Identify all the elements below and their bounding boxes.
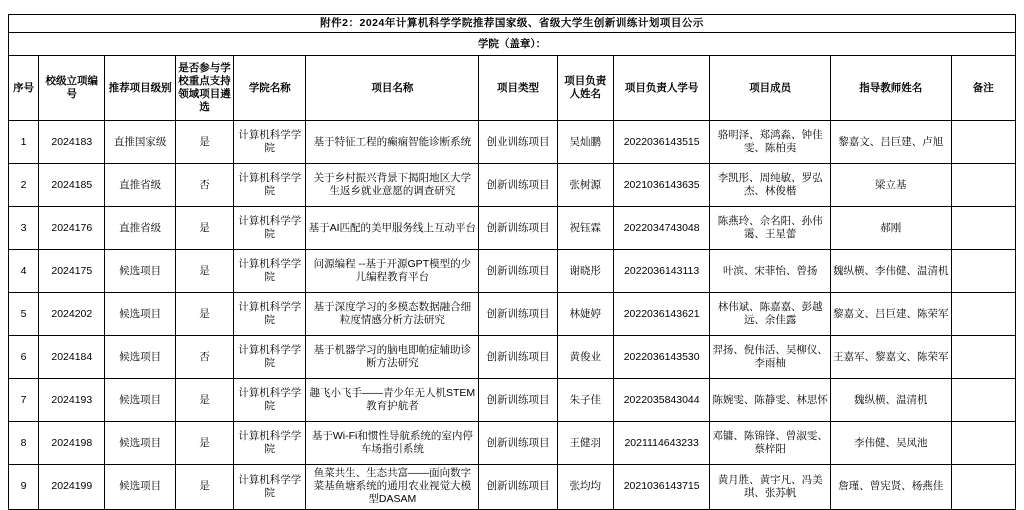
cell-key-area: 是 <box>175 422 233 465</box>
column-header-key-area: 是否参与学校重点支持领域项目遴选 <box>175 56 233 121</box>
cell-code: 2024176 <box>39 207 105 250</box>
cell-code: 2024184 <box>39 336 105 379</box>
cell-key-area: 否 <box>175 336 233 379</box>
cell-code: 2024193 <box>39 379 105 422</box>
cell-project-name: 基于特征工程的癫痫智能诊断系统 <box>306 121 479 164</box>
cell-project-name: 鱼菜共生、生态共富——面向数字菜基鱼塘系统的通用农业视觉大模型DASAM <box>306 465 479 509</box>
cell-project-name: 趣飞小飞手——青少年无人机STEM教育护航者 <box>306 379 479 422</box>
cell-level: 候选项目 <box>105 336 175 379</box>
cell-level: 直推省级 <box>105 164 175 207</box>
cell-teachers: 詹瑾、曾宪贤、杨燕佳 <box>830 465 951 509</box>
cell-college: 计算机科学学院 <box>234 379 306 422</box>
cell-seq: 4 <box>9 250 39 293</box>
college-seal-label: 学院（盖章）： <box>9 33 1016 56</box>
cell-members: 陈婉雯、陈静雯、林思怀 <box>710 379 831 422</box>
subtitle-row <box>9 33 1016 56</box>
table-row <box>9 164 1016 207</box>
cell-level: 候选项目 <box>105 422 175 465</box>
cell-level: 候选项目 <box>105 465 175 509</box>
table-row <box>9 121 1016 164</box>
cell-remark <box>951 379 1015 422</box>
column-header-members: 项目成员 <box>710 56 831 121</box>
cell-college: 计算机科学学院 <box>234 422 306 465</box>
cell-level: 候选项目 <box>105 293 175 336</box>
column-header-level: 推荐项目级别 <box>105 56 175 121</box>
column-header-remark: 备注 <box>951 56 1015 121</box>
cell-project-type: 创新训练项目 <box>479 422 557 465</box>
cell-project-type: 创新训练项目 <box>479 336 557 379</box>
cell-leader-name: 张均均 <box>557 465 613 509</box>
cell-teachers: 黎嘉文、吕巨建、卢旭 <box>830 121 951 164</box>
cell-seq: 1 <box>9 121 39 164</box>
cell-remark <box>951 465 1015 509</box>
cell-level: 候选项目 <box>105 379 175 422</box>
cell-members: 骆明泽、郑鸿淼、钟佳雯、陈柏夷 <box>710 121 831 164</box>
column-header-project-name: 项目名称 <box>306 56 479 121</box>
cell-leader-id: 2022035843044 <box>613 379 709 422</box>
cell-level: 候选项目 <box>105 250 175 293</box>
cell-leader-name: 吴灿鹏 <box>557 121 613 164</box>
cell-remark <box>951 293 1015 336</box>
cell-key-area: 是 <box>175 465 233 509</box>
cell-remark <box>951 121 1015 164</box>
cell-key-area: 是 <box>175 207 233 250</box>
column-header-code: 校级立项编号 <box>39 56 105 121</box>
cell-seq: 6 <box>9 336 39 379</box>
cell-key-area: 否 <box>175 164 233 207</box>
cell-college: 计算机科学学院 <box>234 293 306 336</box>
cell-seq: 9 <box>9 465 39 509</box>
column-header-seq: 序号 <box>9 56 39 121</box>
cell-leader-id: 2021114643233 <box>613 422 709 465</box>
cell-remark <box>951 422 1015 465</box>
cell-leader-id: 2022036143113 <box>613 250 709 293</box>
cell-key-area: 是 <box>175 293 233 336</box>
cell-remark <box>951 164 1015 207</box>
cell-teachers: 郝刚 <box>830 207 951 250</box>
table-row <box>9 293 1016 336</box>
cell-leader-id: 2021036143715 <box>613 465 709 509</box>
cell-seq: 2 <box>9 164 39 207</box>
cell-leader-id: 2022036143530 <box>613 336 709 379</box>
column-header-project-type: 项目类型 <box>479 56 557 121</box>
column-header-leader-id: 项目负责人学号 <box>613 56 709 121</box>
cell-project-name: 基于AI匹配的美甲服务线上互动平台 <box>306 207 479 250</box>
cell-remark <box>951 250 1015 293</box>
cell-members: 陈燕玲、佘名阳、孙伟霭、王星蕾 <box>710 207 831 250</box>
cell-teachers: 李伟健、吴凤池 <box>830 422 951 465</box>
cell-leader-name: 祝钰霖 <box>557 207 613 250</box>
cell-leader-id: 2021036143635 <box>613 164 709 207</box>
title-row <box>9 15 1016 33</box>
cell-project-type: 创新训练项目 <box>479 207 557 250</box>
cell-college: 计算机科学学院 <box>234 121 306 164</box>
cell-code: 2024175 <box>39 250 105 293</box>
cell-code: 2024199 <box>39 465 105 509</box>
cell-teachers: 梁立基 <box>830 164 951 207</box>
cell-leader-id: 2022036143515 <box>613 121 709 164</box>
cell-level: 直推省级 <box>105 207 175 250</box>
cell-key-area: 是 <box>175 379 233 422</box>
table-row <box>9 250 1016 293</box>
cell-college: 计算机科学学院 <box>234 207 306 250</box>
cell-key-area: 是 <box>175 250 233 293</box>
cell-project-name: 基于Wi-Fi和惯性导航系统的室内停车场指引系统 <box>306 422 479 465</box>
cell-members: 李凯彤、周纯敏、罗弘杰、林俊楷 <box>710 164 831 207</box>
cell-leader-id: 2022036143621 <box>613 293 709 336</box>
column-header-college: 学院名称 <box>234 56 306 121</box>
column-header-leader-name: 项目负责人姓名 <box>557 56 613 121</box>
cell-project-name: 基于深度学习的多模态数据融合细粒度情感分析方法研究 <box>306 293 479 336</box>
table-row <box>9 379 1016 422</box>
table-row <box>9 465 1016 509</box>
cell-code: 2024185 <box>39 164 105 207</box>
table-row <box>9 336 1016 379</box>
cell-code: 2024198 <box>39 422 105 465</box>
cell-seq: 7 <box>9 379 39 422</box>
announcement-table <box>8 14 1016 510</box>
cell-project-type: 创业训练项目 <box>479 121 557 164</box>
cell-project-type: 创新训练项目 <box>479 379 557 422</box>
cell-college: 计算机科学学院 <box>234 164 306 207</box>
cell-members: 叶滨、宋菲怡、曾扬 <box>710 250 831 293</box>
cell-members: 黄月胜、黄宇凡、冯美琪、张苏帆 <box>710 465 831 509</box>
cell-seq: 5 <box>9 293 39 336</box>
cell-college: 计算机科学学院 <box>234 465 306 509</box>
page-title: 附件2：2024年计算机科学学院推荐国家级、省级大学生创新训练计划项目公示 <box>9 15 1016 33</box>
cell-seq: 8 <box>9 422 39 465</box>
table-header-row <box>9 56 1016 121</box>
cell-leader-name: 黄俊业 <box>557 336 613 379</box>
cell-remark <box>951 336 1015 379</box>
cell-teachers: 魏纵横、李伟健、温清机 <box>830 250 951 293</box>
cell-leader-name: 谢晓彤 <box>557 250 613 293</box>
cell-members: 林伟斌、陈嘉嘉、彭越远、余佳露 <box>710 293 831 336</box>
cell-teachers: 魏纵横、温清机 <box>830 379 951 422</box>
cell-remark <box>951 207 1015 250</box>
cell-project-name: 关于乡村振兴背景下揭阳地区大学生返乡就业意愿的调查研究 <box>306 164 479 207</box>
cell-leader-id: 2022034743048 <box>613 207 709 250</box>
cell-college: 计算机科学学院 <box>234 250 306 293</box>
cell-project-type: 创新训练项目 <box>479 465 557 509</box>
cell-code: 2024202 <box>39 293 105 336</box>
cell-leader-name: 王健羽 <box>557 422 613 465</box>
cell-teachers: 王嘉军、黎嘉文、陈荣军 <box>830 336 951 379</box>
cell-members: 羿扬、倪伟活、吴柳仪、李雨柚 <box>710 336 831 379</box>
cell-members: 邓镛、陈锦锋、曾淑雯、蔡梓阳 <box>710 422 831 465</box>
cell-seq: 3 <box>9 207 39 250</box>
cell-leader-name: 朱子佳 <box>557 379 613 422</box>
cell-teachers: 黎嘉文、吕巨建、陈荣军 <box>830 293 951 336</box>
cell-code: 2024183 <box>39 121 105 164</box>
table-row <box>9 422 1016 465</box>
cell-leader-name: 张树源 <box>557 164 613 207</box>
cell-key-area: 是 <box>175 121 233 164</box>
cell-level: 直推国家级 <box>105 121 175 164</box>
cell-leader-name: 林婕婷 <box>557 293 613 336</box>
column-header-teachers: 指导教师姓名 <box>830 56 951 121</box>
cell-project-type: 创新训练项目 <box>479 293 557 336</box>
cell-project-type: 创新训练项目 <box>479 250 557 293</box>
cell-project-name: 问源编程 --基于开源GPT模型的少儿编程教育平台 <box>306 250 479 293</box>
table-row <box>9 207 1016 250</box>
cell-project-type: 创新训练项目 <box>479 164 557 207</box>
cell-college: 计算机科学学院 <box>234 336 306 379</box>
cell-project-name: 基于机器学习的脑电即帕症辅助诊断方法研究 <box>306 336 479 379</box>
